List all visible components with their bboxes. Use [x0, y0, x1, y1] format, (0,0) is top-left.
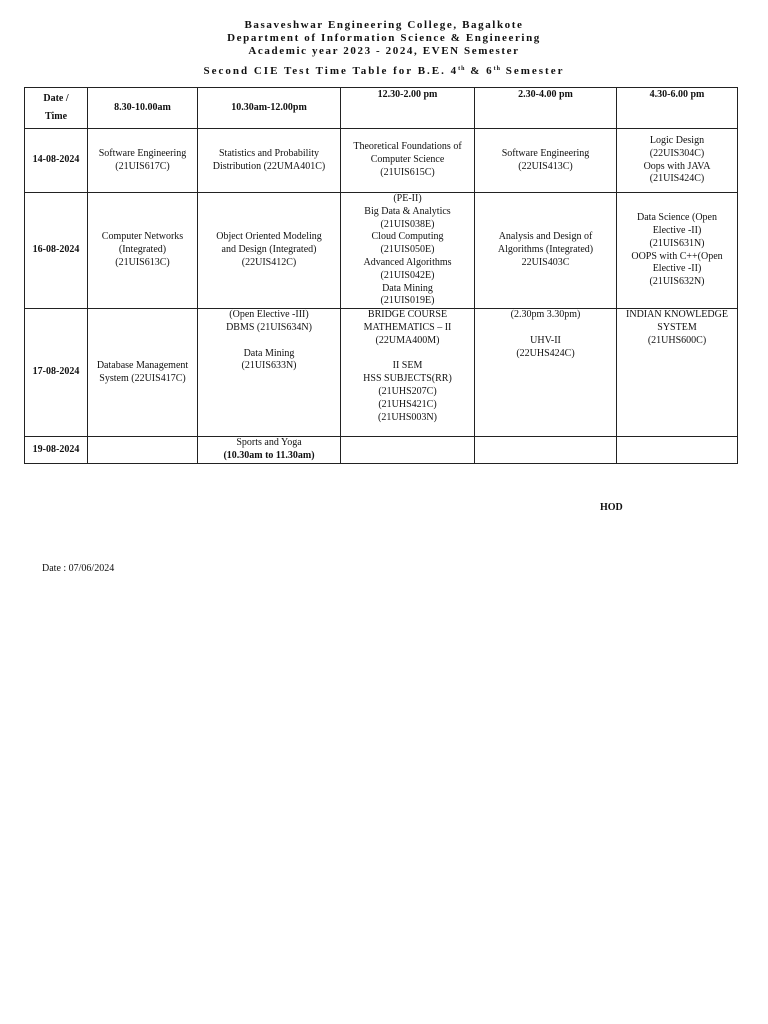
slot-header: 12.30-2.00 pm [341, 88, 475, 129]
corner-label-date: Date / [43, 93, 69, 104]
cell-line: Database Management [96, 359, 189, 371]
cell-line: (21UIS424C) [649, 173, 705, 185]
cell-line: (22UMA400M) [375, 334, 440, 346]
exam-cell [88, 437, 198, 464]
cell-line: INDIAN KNOWLEDGE [626, 309, 728, 321]
college-name: Basaveshwar Engineering College, Bagalkote [244, 19, 524, 31]
corner-label-time: Time [44, 111, 68, 122]
hod-signature-label: HOD [600, 502, 623, 513]
table-row [25, 193, 738, 309]
table-row [25, 437, 738, 464]
title-mid: & 6 [465, 65, 494, 77]
cell-line: HSS SUBJECTS(RR) [363, 373, 452, 385]
cell-line [198, 335, 340, 348]
title-sup-2: th [493, 66, 501, 72]
exam-cell [475, 309, 617, 437]
date-cell: 19-08-2024 [25, 437, 88, 464]
cell-line: (21UIS038E) [380, 218, 435, 230]
timetable-header-row [25, 88, 738, 129]
exam-cell [198, 309, 341, 437]
exam-cell [341, 129, 475, 193]
cell-line: (21UHS003N) [378, 411, 437, 423]
exam-cell [341, 193, 475, 309]
slot-header: 8.30-10.00am [88, 88, 198, 129]
cell-line: and Design (Integrated) [221, 244, 317, 256]
exam-cell [88, 193, 198, 309]
cell-line: (21UIS631N) [649, 237, 705, 249]
exam-cell [341, 309, 475, 437]
cell-line [341, 348, 474, 361]
cell-line: Analysis and Design of [498, 231, 593, 243]
exam-cell [617, 193, 738, 309]
cell-line: (21UHS207C) [378, 385, 437, 397]
cell-line: (22UIS304C) [649, 147, 705, 159]
slot-header: 2.30-4.00 pm [475, 88, 617, 129]
date-cell: 17-08-2024 [25, 309, 88, 437]
exam-cell [617, 437, 738, 464]
title-sup-1: th [458, 66, 466, 72]
title-suffix: Semester [500, 65, 565, 77]
cell-line: II SEM [392, 360, 423, 372]
cell-line: Big Data & Analytics [364, 205, 451, 217]
cell-line: 22UIS403C [521, 256, 570, 268]
document-date: Date : 07/06/2024 [42, 563, 115, 574]
cell-line: (21UIS615C) [380, 166, 435, 178]
cell-line: Algorithms (Integrated) [497, 244, 594, 256]
cell-line: (21UHS421C) [378, 398, 437, 410]
date-cell: 16-08-2024 [25, 193, 88, 309]
corner-header-cell [25, 88, 88, 129]
exam-cell [198, 193, 341, 309]
cell-line: (2.30pm 3.30pm) [510, 309, 581, 321]
exam-cell [617, 309, 738, 437]
cell-line: Data Mining [243, 347, 295, 359]
document-title [0, 65, 768, 77]
cell-line: Data Mining [382, 282, 433, 294]
exam-cell [475, 437, 617, 464]
exam-cell [198, 437, 341, 464]
cell-line: OOPS with C++(Open [631, 250, 723, 262]
cell-line: (21UIS019E) [380, 295, 435, 307]
exam-cell [88, 309, 198, 437]
cell-line: Computer Science [370, 154, 445, 166]
cell-line: (21UIS617C) [115, 160, 170, 172]
slot-header: 10.30am-12.00pm [198, 88, 341, 129]
cell-line: Software Engineering [98, 147, 187, 159]
title-prefix: Second CIE Test Time Table for B.E. 4 [203, 65, 459, 77]
exam-cell [198, 129, 341, 193]
cell-line: Data Science (Open [637, 212, 717, 224]
cell-line: SYSTEM [657, 321, 697, 333]
cell-line: Oops with JAVA [643, 160, 711, 172]
cell-line: Theoretical Foundations of [353, 141, 462, 153]
cell-line: (22UIS412C) [241, 256, 297, 268]
table-row [25, 309, 738, 437]
cell-line: Object Oriented Modeling [216, 231, 322, 243]
cell-line: (Integrated) [118, 244, 167, 256]
cell-line: (21UIS050E) [380, 244, 435, 256]
cell-line: (21UIS633N) [241, 360, 297, 372]
cell-line: (22UIS413C) [518, 160, 573, 172]
exam-cell [475, 193, 617, 309]
cell-line: Distribution (22UMA401C) [212, 160, 326, 172]
cell-line: MATHEMATICS – II [363, 321, 452, 333]
cell-line: Computer Networks [101, 231, 184, 243]
cell-line: Advanced Algorithms [363, 256, 452, 268]
slot-header: 4.30-6.00 pm [617, 88, 738, 129]
timetable [24, 87, 738, 464]
cell-line: (21UIS042E) [380, 269, 435, 281]
cell-line: BRIDGE COURSE [367, 309, 448, 321]
exam-cell [475, 129, 617, 193]
academic-year: Academic year 2023 - 2024, EVEN Semester [248, 45, 520, 57]
cell-line: Elective -II) [652, 224, 702, 236]
cell-line: Software Engineering [501, 147, 590, 159]
cell-line: (21UIS613C) [115, 256, 170, 268]
cell-line: System (22UIS417C) [99, 372, 186, 384]
cell-line: (10.30am to 11.30am) [223, 449, 315, 461]
exam-cell [617, 129, 738, 193]
cell-line: (21UIS632N) [649, 276, 705, 288]
cell-line: (Open Elective -III) [229, 309, 309, 321]
cell-line: Elective -II) [652, 263, 702, 275]
cell-line: (21UHS600C) [647, 334, 707, 346]
cell-line: Cloud Computing [371, 231, 444, 243]
department-name: Department of Information Science & Engineering [227, 32, 541, 44]
cell-line [475, 322, 616, 335]
date-cell: 14-08-2024 [25, 129, 88, 193]
table-row [25, 129, 738, 193]
cell-line: Sports and Yoga [236, 437, 302, 449]
exam-cell [88, 129, 198, 193]
exam-cell [341, 437, 475, 464]
cell-line: Logic Design [649, 134, 705, 146]
cell-line: DBMS (21UIS634N) [226, 321, 312, 333]
cell-line: Statistics and Probability [219, 147, 319, 159]
cell-line: (22UHS424C) [516, 347, 575, 359]
cell-line: (PE-II) [393, 193, 422, 204]
cell-line: UHV-II [530, 334, 561, 346]
